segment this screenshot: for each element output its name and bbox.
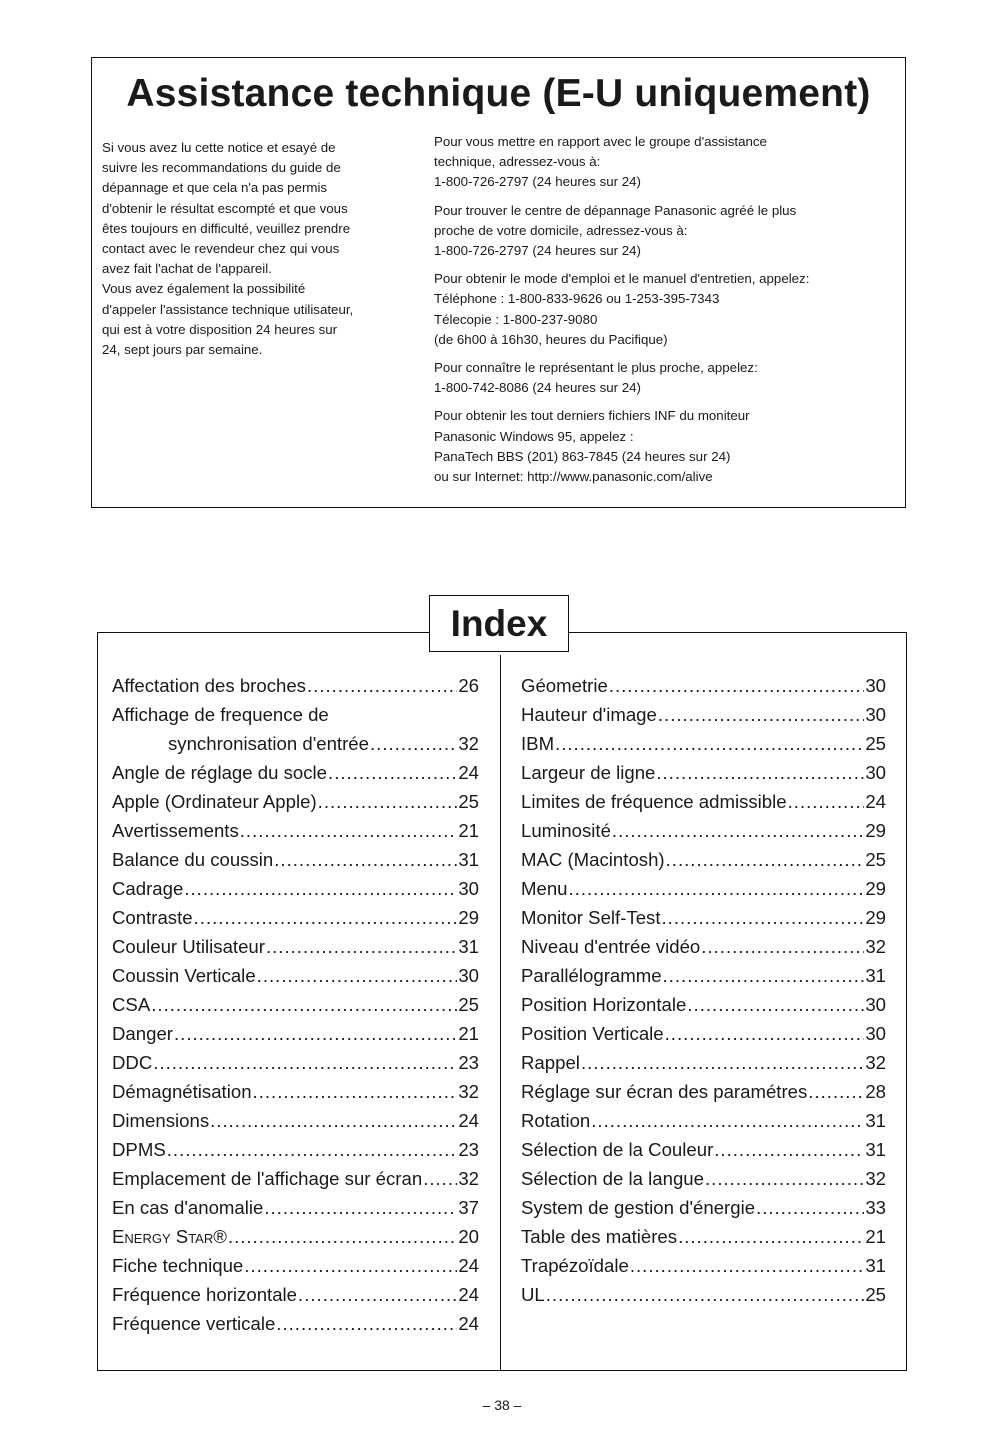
index-entry-page: 25 <box>865 849 886 870</box>
index-entry <box>521 903 886 932</box>
index-entry-label: Table des matières <box>521 1226 678 1247</box>
support-contact-line: Pour obtenir le mode d'emploi et le manuel d'entretien, appelez: <box>434 271 810 287</box>
index-entry-label: En cas d'anomalie <box>112 1197 264 1218</box>
index-entry-page: 31 <box>865 965 886 986</box>
index-entry-leader <box>274 845 457 874</box>
index-entry-label: Fiche technique <box>112 1255 244 1276</box>
index-entry <box>112 961 479 990</box>
index-entry-leader <box>808 1077 864 1106</box>
index-entry-leader <box>612 816 864 845</box>
support-contact-line: Panasonic Windows 95, appelez : <box>434 428 634 444</box>
index-column-right <box>521 671 886 1309</box>
index-entry <box>112 758 479 787</box>
index-entry-page: 32 <box>458 1168 479 1189</box>
index-entry-leader <box>666 845 865 874</box>
index-entry <box>521 990 886 1019</box>
index-entry-page: 25 <box>865 733 886 754</box>
index-entry <box>112 990 479 1019</box>
index-entry-label: UL <box>521 1284 545 1305</box>
index-entry <box>112 787 479 816</box>
index-entry <box>521 961 886 990</box>
index-entry-leader <box>276 1309 457 1338</box>
index-entry-label: DDC <box>112 1052 153 1073</box>
index-entry <box>521 729 886 758</box>
index-entry-label: Energy Star® <box>112 1226 227 1247</box>
index-entry <box>112 816 479 845</box>
support-contact-line: (de 6h00 à 16h30, heures du Pacifique) <box>434 331 668 347</box>
index-entry <box>521 932 886 961</box>
support-contact-line: ou sur Internet: http://www.panasonic.com/alive <box>434 469 713 485</box>
index-entry-label: Dimensions <box>112 1110 210 1131</box>
index-entry-label: DPMS <box>112 1139 166 1160</box>
index-entry-label: Démagnétisation <box>112 1081 252 1102</box>
index-entry-leader <box>167 1135 458 1164</box>
index-entry-page: 24 <box>458 762 479 783</box>
index-entry-leader <box>318 787 458 816</box>
index-entry-label: Danger <box>112 1023 173 1044</box>
index-entry-leader <box>569 874 865 903</box>
index-entry-label: IBM <box>521 733 555 754</box>
index-entry-label: Géometrie <box>521 675 608 696</box>
index-entry-page: 32 <box>865 1052 886 1073</box>
index-entry <box>521 1251 886 1280</box>
index-entry-leader <box>328 758 457 787</box>
index-entry <box>521 1135 886 1164</box>
index-entry-leader <box>210 1106 457 1135</box>
index-entry-page: 30 <box>865 1023 886 1044</box>
index-entry <box>112 1164 479 1193</box>
index-column-divider <box>500 655 501 1371</box>
index-entry-label: synchronisation d'entrée <box>168 733 369 754</box>
index-entry-label: CSA <box>112 994 151 1015</box>
index-entry <box>521 758 886 787</box>
index-entry-page: 32 <box>458 733 479 754</box>
support-contact-line: 1-800-742-8086 (24 heures sur 24) <box>434 380 641 396</box>
index-entry-page: 25 <box>458 791 479 812</box>
support-contact-paragraph <box>434 201 904 262</box>
index-entry-page: 31 <box>865 1255 886 1276</box>
index-entry-page: 25 <box>458 994 479 1015</box>
index-entry <box>521 671 886 700</box>
support-left-line: d'obtenir le résultat escompté et que vous <box>102 200 348 216</box>
index-entry-leader <box>253 1077 458 1106</box>
support-right-text <box>434 132 904 495</box>
support-title: Assistance technique (E-U uniquement) <box>126 72 871 115</box>
index-entry-label: Apple (Ordinateur Apple) <box>112 791 317 812</box>
index-entry-leader <box>370 729 457 758</box>
index-column-left <box>112 671 479 1338</box>
index-entry-page: 30 <box>865 704 886 725</box>
index-entry <box>112 845 479 874</box>
index-entry <box>521 1019 886 1048</box>
index-entry <box>112 729 479 758</box>
index-entry-leader <box>266 932 457 961</box>
index-entry-page: 37 <box>458 1197 479 1218</box>
index-entry-label: Fréquence verticale <box>112 1313 276 1334</box>
support-contact-line: Pour connaître le représentant le plus proche, appelez: <box>434 360 758 376</box>
index-entry-page: 20 <box>458 1226 479 1247</box>
index-entry-page: 30 <box>458 878 479 899</box>
index-entry-page: 32 <box>458 1081 479 1102</box>
support-left-line: dépannage et que cela n'a pas permis <box>102 180 328 196</box>
index-entry-leader <box>663 961 865 990</box>
index-entry-label: Sélection de la Couleur <box>521 1139 714 1160</box>
index-entry-leader <box>591 1106 864 1135</box>
index-entry-label: Coussin Verticale <box>112 965 256 986</box>
index-entry-page: 24 <box>458 1284 479 1305</box>
index-entry-page: 29 <box>865 820 886 841</box>
index-entry-page: 31 <box>865 1110 886 1131</box>
index-entry-leader <box>194 903 458 932</box>
index-entry-label: Fréquence horizontale <box>112 1284 298 1305</box>
index-entry-page: 24 <box>458 1313 479 1334</box>
support-contact-paragraph <box>434 358 904 398</box>
index-entry-label: Position Horizontale <box>521 994 687 1015</box>
index-top-rule-right <box>568 632 907 633</box>
support-contact-paragraph <box>434 269 904 350</box>
index-entry-page: 24 <box>458 1255 479 1276</box>
index-entry <box>112 671 479 700</box>
support-left-line: 24, sept jours par semaine. <box>102 342 263 358</box>
index-entry-leader <box>665 1019 865 1048</box>
index-entry-page: 30 <box>865 762 886 783</box>
index-entry <box>112 1251 479 1280</box>
index-entry-label: Balance du coussin <box>112 849 274 870</box>
index-entry-label: Réglage sur écran des paramétres <box>521 1081 808 1102</box>
support-contact-line: proche de votre domicile, adressez-vous à: <box>434 222 688 238</box>
index-entry-leader <box>174 1019 457 1048</box>
index-entry <box>112 1019 479 1048</box>
index-title: Index <box>450 603 548 644</box>
index-entry-page: 30 <box>865 994 886 1015</box>
index-entry <box>112 1106 479 1135</box>
index-entry-page: 21 <box>458 1023 479 1044</box>
index-top-rule-left <box>97 632 430 633</box>
index-entry-page: 29 <box>865 907 886 928</box>
index-entry-leader <box>656 758 864 787</box>
index-entry-page: 32 <box>865 1168 886 1189</box>
index-entry <box>112 874 479 903</box>
index-entry-leader <box>756 1193 864 1222</box>
index-entry-page: 29 <box>865 878 886 899</box>
index-entry-leader <box>228 1222 457 1251</box>
index-entry <box>112 1222 479 1251</box>
index-entry-label: Cadrage <box>112 878 184 899</box>
index-entry-label: Rotation <box>521 1110 591 1131</box>
index-entry-label: Hauteur d'image <box>521 704 657 725</box>
index-entry <box>521 1280 886 1309</box>
index-entry-page: 24 <box>865 791 886 812</box>
index-entry <box>521 1048 886 1077</box>
index-entry <box>112 1309 479 1338</box>
index-entry-page: 29 <box>458 907 479 928</box>
support-contact-line: Pour vous mettre en rapport avec le groupe d'assistance <box>434 134 767 149</box>
index-entry-leader <box>701 932 864 961</box>
index-entry <box>521 1164 886 1193</box>
index-entry-label: System de gestion d'énergie <box>521 1197 756 1218</box>
index-title-box <box>429 595 569 652</box>
index-entry-label: Monitor Self-Test <box>521 907 661 928</box>
page-number: – 38 – <box>482 1397 522 1413</box>
support-contact-line: PanaTech BBS (201) 863-7845 (24 heures sur 24) <box>434 448 731 464</box>
index-entry-leader <box>714 1135 864 1164</box>
index-entry <box>521 845 886 874</box>
index-entry-label: Menu <box>521 878 568 899</box>
index-entry-page: 25 <box>865 1284 886 1305</box>
index-entry-page: 23 <box>458 1052 479 1073</box>
index-entry-leader <box>184 874 457 903</box>
index-entry <box>521 700 886 729</box>
support-left-line: contact avec le revendeur chez qui vous <box>102 241 340 257</box>
index-entry-page: 24 <box>458 1110 479 1131</box>
support-left-line: Si vous avez lu cette notice et esayé de <box>102 140 336 155</box>
index-entry-leader <box>298 1280 457 1309</box>
index-entry-page: 21 <box>865 1226 886 1247</box>
index-entry-leader <box>630 1251 864 1280</box>
index-entry-label: Largeur de ligne <box>521 762 656 783</box>
index-entry-label: Trapézoïdale <box>521 1255 629 1276</box>
index-entry-label: Avertissements <box>112 820 239 841</box>
index-entry-label: Luminosité <box>521 820 611 841</box>
index-entry-page: 30 <box>458 965 479 986</box>
index-entry <box>521 816 886 845</box>
support-left-line: Vous avez également la possibilité <box>102 281 306 297</box>
support-left-line: suivre les recommandations du guide de <box>102 160 341 176</box>
index-entry-page: 32 <box>865 936 886 957</box>
index-entry-label: Sélection de la langue <box>521 1168 704 1189</box>
index-entry-page: 30 <box>865 675 886 696</box>
support-contact-line: 1-800-726-2797 (24 heures sur 24) <box>434 243 641 259</box>
index-entry-label: Niveau d'entrée vidéo <box>521 936 701 957</box>
index-entry-label: Parallélogramme <box>521 965 662 986</box>
index-entry-page: 26 <box>458 675 479 696</box>
index-entry-label: MAC (Macintosh) <box>521 849 665 870</box>
index-entry <box>112 1135 479 1164</box>
index-entry-leader <box>244 1251 457 1280</box>
support-contact-line: Pour trouver le centre de dépannage Panasonic agréé le plus <box>434 202 797 218</box>
index-entry-leader <box>705 1164 864 1193</box>
index-entry <box>521 1106 886 1135</box>
index-entry-page: 31 <box>458 849 479 870</box>
index-entry-label: Angle de réglage du socle <box>112 762 328 783</box>
index-entry-leader <box>307 671 457 700</box>
index-entry <box>112 1077 479 1106</box>
index-entry-leader <box>151 990 457 1019</box>
index-entry-leader <box>581 1048 864 1077</box>
index-entry <box>521 787 886 816</box>
index-entry-leader <box>788 787 865 816</box>
support-contact-line: Télecopie : 1-800-237-9080 <box>434 311 598 327</box>
index-entry-leader <box>687 990 864 1019</box>
index-entry <box>112 903 479 932</box>
index-entry-label: Limites de fréquence admissible <box>521 791 787 812</box>
index-entry-leader <box>240 816 458 845</box>
index-entry <box>112 1048 479 1077</box>
support-left-line: qui est à votre disposition 24 heures sur <box>102 321 338 337</box>
index-entry <box>521 1222 886 1251</box>
support-contact-paragraph <box>434 132 904 193</box>
index-entry-label: Emplacement de l'affichage sur écran <box>112 1168 423 1189</box>
index-entry-label: Contraste <box>112 907 193 928</box>
index-entry-leader <box>658 700 864 729</box>
index-entry <box>521 874 886 903</box>
index-entry <box>521 1077 886 1106</box>
index-entry <box>112 932 479 961</box>
support-left-line: avez fait l'achat de l'appareil. <box>102 261 272 277</box>
index-entry <box>112 1193 479 1222</box>
index-entry-leader <box>555 729 864 758</box>
index-entry-leader <box>264 1193 457 1222</box>
index-entry-leader <box>678 1222 864 1251</box>
index-entry-label: Affectation des broches <box>112 675 306 696</box>
index-entry-page: 21 <box>458 820 479 841</box>
support-contact-line: Pour obtenir les tout derniers fichiers INF du moniteur <box>434 408 750 424</box>
index-entry-leader <box>257 961 458 990</box>
index-entry-label: Rappel <box>521 1052 580 1073</box>
index-entry: Affichage de frequence de <box>112 704 329 725</box>
index-entry-leader <box>609 671 865 700</box>
support-contact-line: Téléphone : 1-800-833-9626 ou 1-253-395-7343 <box>434 291 720 307</box>
support-left-line: d'appeler l'assistance technique utilisateur, <box>102 301 354 317</box>
support-contact-line: 1-800-726-2797 (24 heures sur 24) <box>434 174 641 190</box>
index-entry-label: Position Verticale <box>521 1023 664 1044</box>
support-left-line: êtes toujours en difficulté, veuillez prendre <box>102 220 351 236</box>
index-entry-page: 31 <box>458 936 479 957</box>
index-entry <box>521 1193 886 1222</box>
index-entry-leader <box>423 1164 457 1193</box>
support-contact-line: technique, adressez-vous à: <box>434 154 601 170</box>
support-box <box>91 57 906 508</box>
index-entry-leader <box>153 1048 457 1077</box>
support-left-text <box>102 138 407 360</box>
support-contact-paragraph <box>434 406 904 487</box>
index-entry <box>112 1280 479 1309</box>
index-entry-leader <box>546 1280 865 1309</box>
index-entry-page: 23 <box>458 1139 479 1160</box>
index-entry-label: Couleur Utilisateur <box>112 936 265 957</box>
index-entry-leader <box>662 903 865 932</box>
index-entry-page: 31 <box>865 1139 886 1160</box>
index-entry-page: 33 <box>865 1197 886 1218</box>
index-entry-page: 28 <box>865 1081 886 1102</box>
